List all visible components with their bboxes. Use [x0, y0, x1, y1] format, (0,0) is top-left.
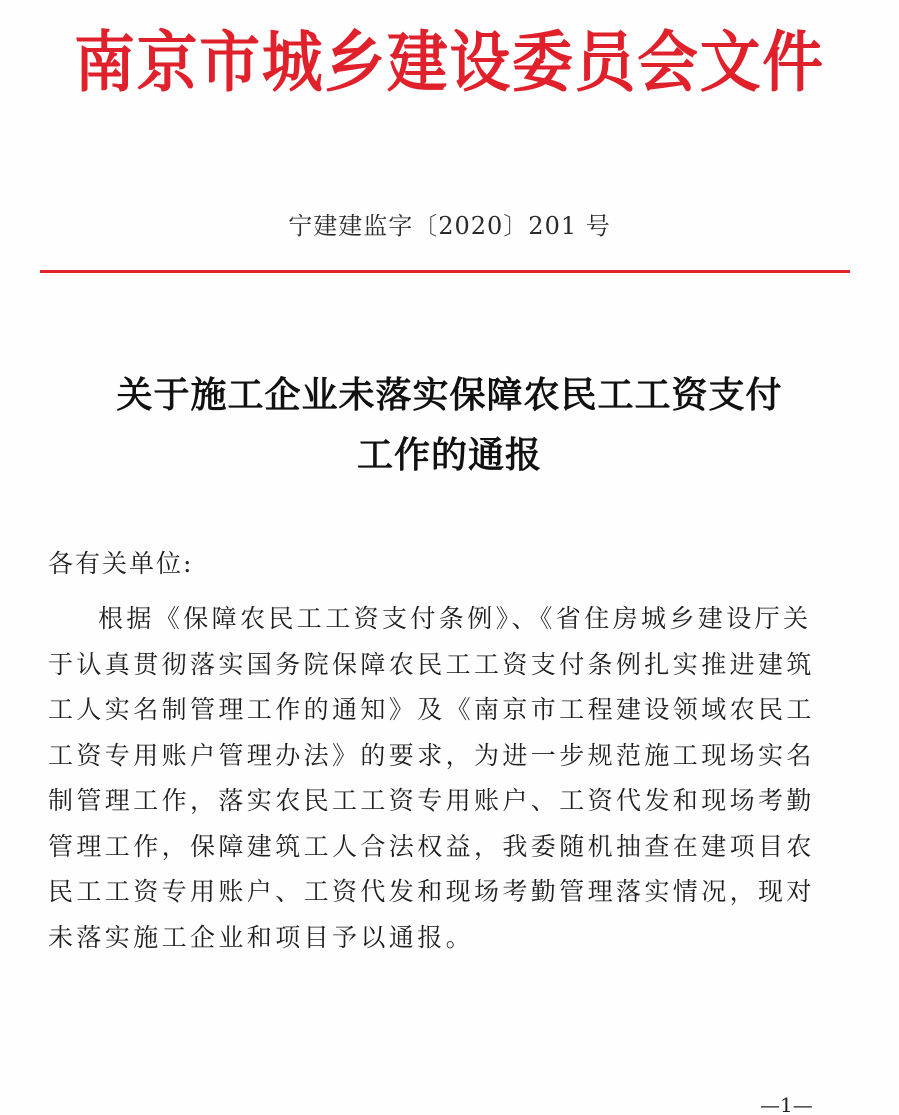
- document-masthead: 南京市城乡建设委员会文件: [74, 24, 825, 101]
- document-title: [0, 365, 899, 485]
- title-line: 关于施工企业未落实保障农民工工资支付: [116, 374, 783, 416]
- salutation: 各有关单位:: [48, 549, 194, 578]
- body-line: 未落实施工企业和项目予以通报。: [48, 922, 475, 952]
- body-line: 根据《保障农民工工资支付条例》、《省住房城乡建设厅关: [98, 604, 812, 633]
- body-line: 工资专用账户管理办法》的要求，为进一步规范施工现场实名: [48, 740, 815, 770]
- red-divider-line: [40, 270, 850, 273]
- title-line: 工作的通报: [356, 434, 542, 476]
- body-line: 制管理工作，落实农民工工资专用账户、工资代发和现场考勤: [48, 786, 815, 815]
- body-line: 民工工资专用账户、工资代发和现场考勤管理落实情况，现对: [48, 877, 815, 906]
- body-paragraph: [48, 596, 838, 960]
- body-line: 于认真贯彻落实国务院保障农民工工资支付条例扎实推进建筑: [48, 649, 815, 679]
- page-number: —1—: [760, 1093, 813, 1115]
- body-line: 管理工作，保障建筑工人合法权益，我委随机抽查在建项目农: [48, 831, 815, 861]
- body-line: 工人实名制管理工作的通知》及《南京市工程建设领域农民工: [48, 695, 815, 724]
- document-number: 宁建建监字〔2020〕201 号: [288, 212, 611, 240]
